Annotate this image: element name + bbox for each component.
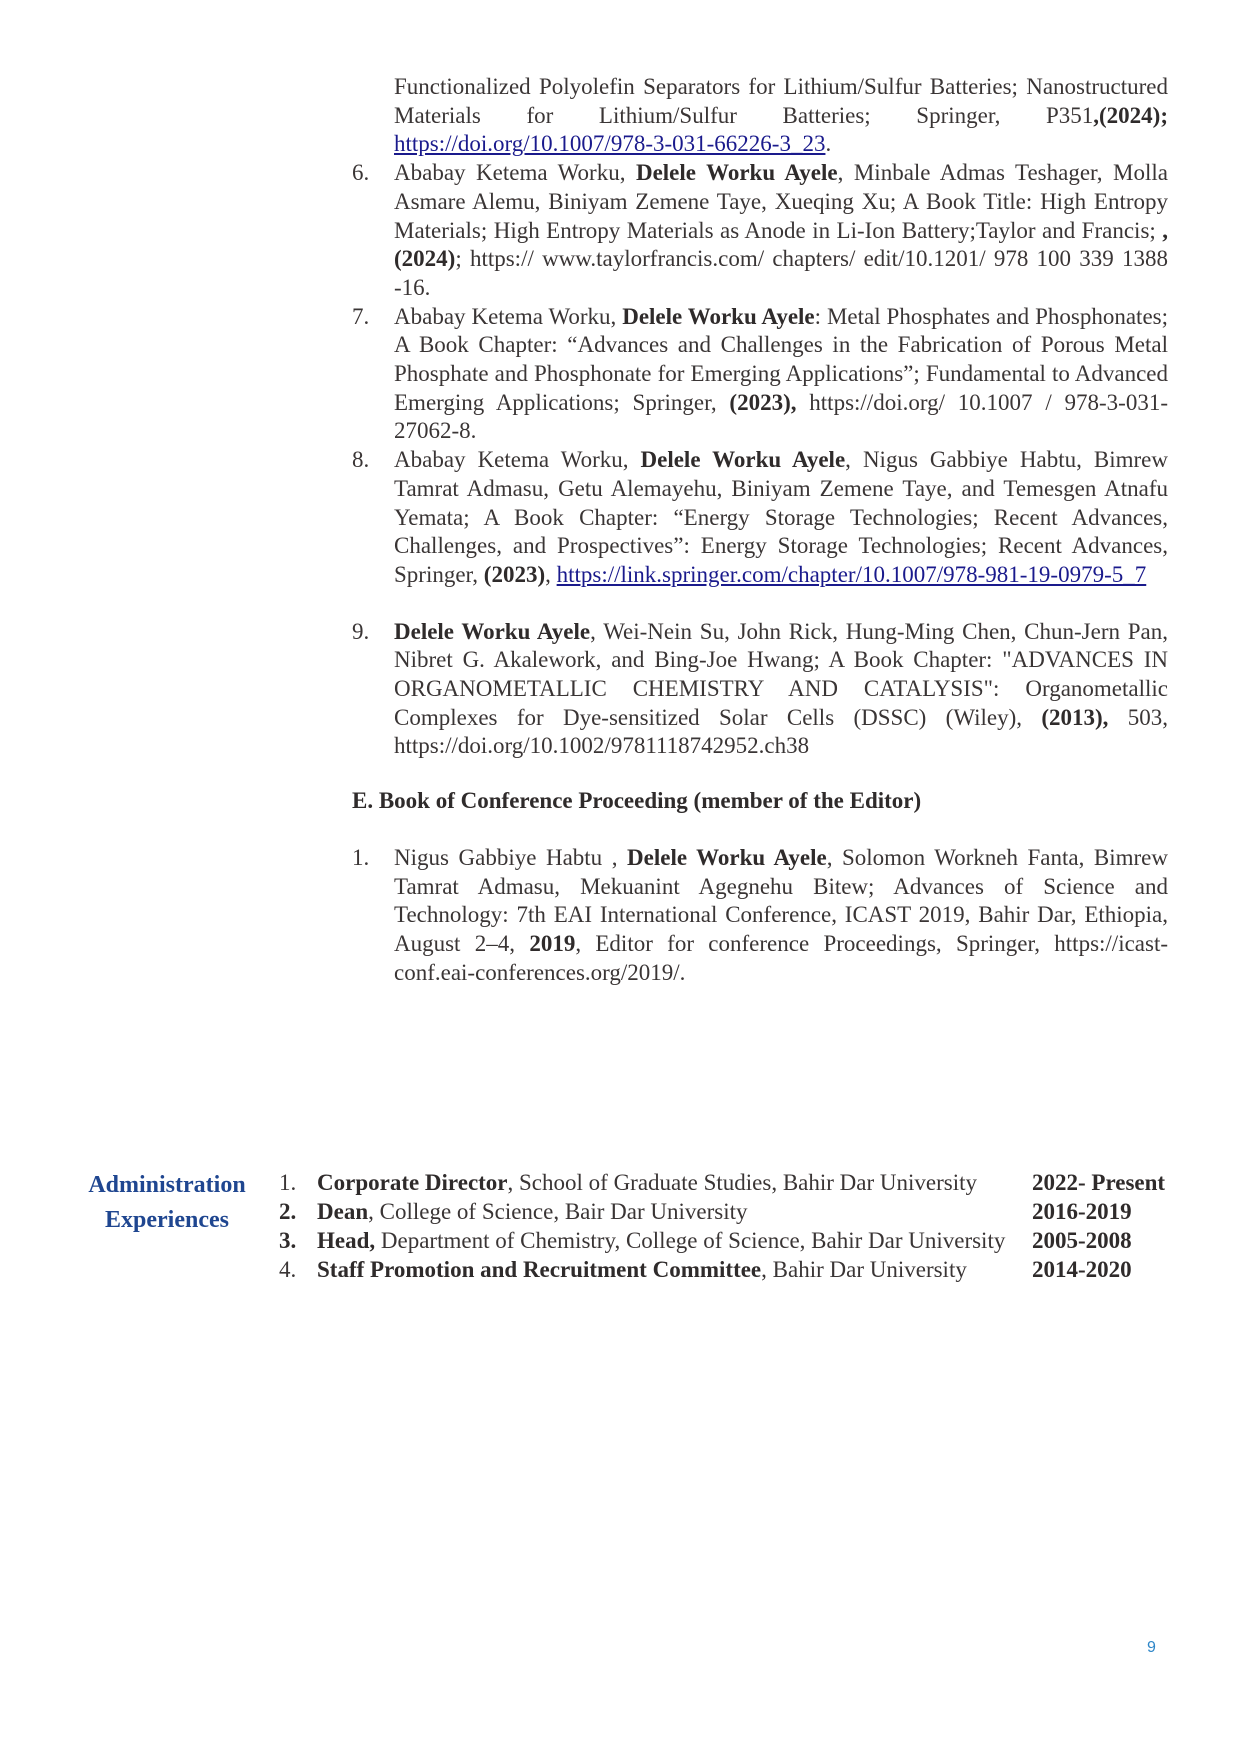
book-chapters-list	[352, 73, 1168, 987]
reference-body	[394, 159, 1168, 303]
list-number: 9.	[352, 618, 370, 644]
admin-years: 2005-2008	[1032, 1228, 1132, 1253]
admin-entry	[317, 1226, 1032, 1255]
reference-item-9	[352, 618, 1168, 762]
reference-item-5-continued	[352, 73, 1168, 159]
proceeding-item-1	[352, 844, 1168, 988]
reference-body	[394, 844, 1168, 988]
admin-years: 2014-2020	[1032, 1257, 1132, 1282]
reference-year: (2013),	[1041, 704, 1109, 730]
reference-end: .	[825, 131, 832, 157]
page-number: 9	[1147, 1639, 1156, 1656]
admin-entry	[317, 1197, 1032, 1226]
admin-entry	[317, 1255, 1032, 1284]
reference-body	[394, 446, 1168, 590]
list-number: 1.	[279, 1170, 297, 1195]
reference-text: , Wei-Nein Su, John Rick, Hung-Ming Chen, Chun-Jern Pan, Nibret G. Akalework, and Bing-Joe Hwang; A Book Chapter: "ADVANCES IN ORGANOMETALLIC CHEMISTRY AND CATALYSIS": Organometallic Complexes for Dye-sensitized Solar Cells (DSSC) (Wiley),	[394, 618, 1168, 730]
admin-role: Corporate Director	[317, 1170, 508, 1195]
reference-item-8	[352, 446, 1168, 590]
reference-item-7	[352, 303, 1168, 447]
admin-row	[279, 1255, 1182, 1284]
admin-detail: Department of Chemistry, College of Science, Bahir Dar University	[375, 1228, 1006, 1253]
admin-row	[279, 1197, 1182, 1226]
reference-text: Functionalized Polyolefin Separators for Lithium/Sulfur Batteries; Nanostructured Materials for Lithium/Sulfur Batteries; Springer, P351	[394, 74, 1168, 128]
label-line-2: Experiences	[105, 1207, 229, 1233]
list-number: 8.	[352, 447, 370, 473]
list-number: 1.	[352, 844, 370, 870]
admin-detail: , School of Graduate Studies, Bahir Dar University	[507, 1170, 978, 1195]
list-number: 6.	[352, 160, 370, 186]
admin-detail: , College of Science, Bair Dar University	[368, 1199, 748, 1224]
admin-years: 2022- Present	[1032, 1170, 1166, 1195]
reference-body	[394, 73, 1168, 159]
reference-url: ; https:// www.taylorfrancis.com/ chapters/ edit/10.1201/ 978 100 339 1388 -16.	[394, 246, 1168, 300]
administration-section	[72, 1168, 1182, 1284]
list-number: 3.	[279, 1228, 297, 1253]
reference-text: , Nigus Gabbiye Habtu, Bimrew Tamrat Admasu, Getu Alemayehu, Biniyam Zemene Taye, and Temesgen Atnafu Yemata; A Book Chapter: “Energy Storage Technologies; Recent Advances, Challenges, and Prospectives”: Energy Storage Technologies; Recent Advances, Springer,	[394, 447, 1168, 587]
reference-year: 2019	[529, 930, 576, 956]
list-number: 2.	[279, 1199, 297, 1224]
admin-role: Head,	[317, 1228, 376, 1253]
list-number: 4.	[279, 1257, 297, 1282]
reference-body	[394, 303, 1168, 447]
admin-role: Staff Promotion and Recruitment Committee	[317, 1257, 762, 1282]
highlighted-author: Delele Worku Ayele	[394, 618, 591, 644]
admin-role: Dean	[317, 1199, 369, 1224]
list-number: 7.	[352, 303, 370, 329]
administration-list	[279, 1168, 1182, 1284]
administration-section-label	[72, 1168, 262, 1238]
reference-authors-pre: Nigus Gabbiye Habtu ,	[394, 844, 628, 870]
highlighted-author: Delele Worku Ayele	[635, 160, 838, 186]
reference-url: 503, https://doi.org/10.1002/9781118742952.ch38	[394, 704, 1169, 759]
label-line-1: Administration	[88, 1172, 246, 1198]
reference-year: ,(2024)	[394, 217, 1168, 272]
reference-year: ,(2024);	[1093, 102, 1168, 128]
admin-entry	[317, 1168, 1032, 1197]
reference-authors-pre: Ababay Ketema Worku,	[394, 160, 636, 186]
reference-text: : Metal Phosphates and Phosphonates; A Book Chapter: “Advances and Challenges in the Fabrication of Porous Metal Phosphate and Phosphonate for Emerging Applications”; Fundamental to Advanced Emerging Applications; Springer,	[394, 303, 1168, 415]
reference-body	[394, 618, 1168, 762]
reference-url: https://doi.org/ 10.1007 / 978-3-031-27062-8.	[394, 389, 1169, 444]
highlighted-author: Delele Worku Ayele	[622, 303, 815, 329]
reference-item-6	[352, 159, 1168, 303]
reference-url: , Editor for conference Proceedings, Springer, https://icast-conf.eai-conferences.org/2019/.	[394, 930, 1168, 985]
highlighted-author: Delele Worku Ayele	[627, 844, 827, 870]
reference-text: , Solomon Workneh Fanta, Bimrew Tamrat Admasu, Mekuanint Agegnehu Bitew; Advances of Science and Technology: 7th EAI International Conference, ICAST 2019, Bahir Dar, Ethiopia, August 2–4,	[394, 844, 1168, 956]
admin-row	[279, 1168, 1182, 1197]
reference-authors-pre: Ababay Ketema Worku,	[394, 303, 623, 329]
springer-link[interactable]: https://link.springer.com/chapter/10.1007/978-981-19-0979-5_7	[556, 561, 1147, 587]
reference-year: (2023),	[729, 389, 797, 415]
reference-authors-pre: Ababay Ketema Worku,	[394, 447, 641, 473]
reference-separator: ,	[545, 561, 557, 587]
reference-text: , Minbale Admas Teshager, Molla Asmare Alemu, Biniyam Zemene Taye, Xueqing Xu; A Book Title: High Entropy Materials; High Entropy Materials as Anode in Li-Ion Battery;Taylor and Francis;	[394, 160, 1168, 243]
section-heading-proceedings: E. Book of Conference Proceeding (member of the Editor)	[352, 788, 922, 814]
admin-row	[279, 1226, 1182, 1255]
doi-link[interactable]: https://doi.org/10.1007/978-3-031-66226-3_23	[394, 131, 826, 157]
highlighted-author: Delele Worku Ayele	[640, 447, 846, 473]
reference-year: (2023)	[483, 561, 546, 587]
admin-detail: , Bahir Dar University	[761, 1257, 967, 1282]
admin-years: 2016-2019	[1032, 1199, 1132, 1224]
